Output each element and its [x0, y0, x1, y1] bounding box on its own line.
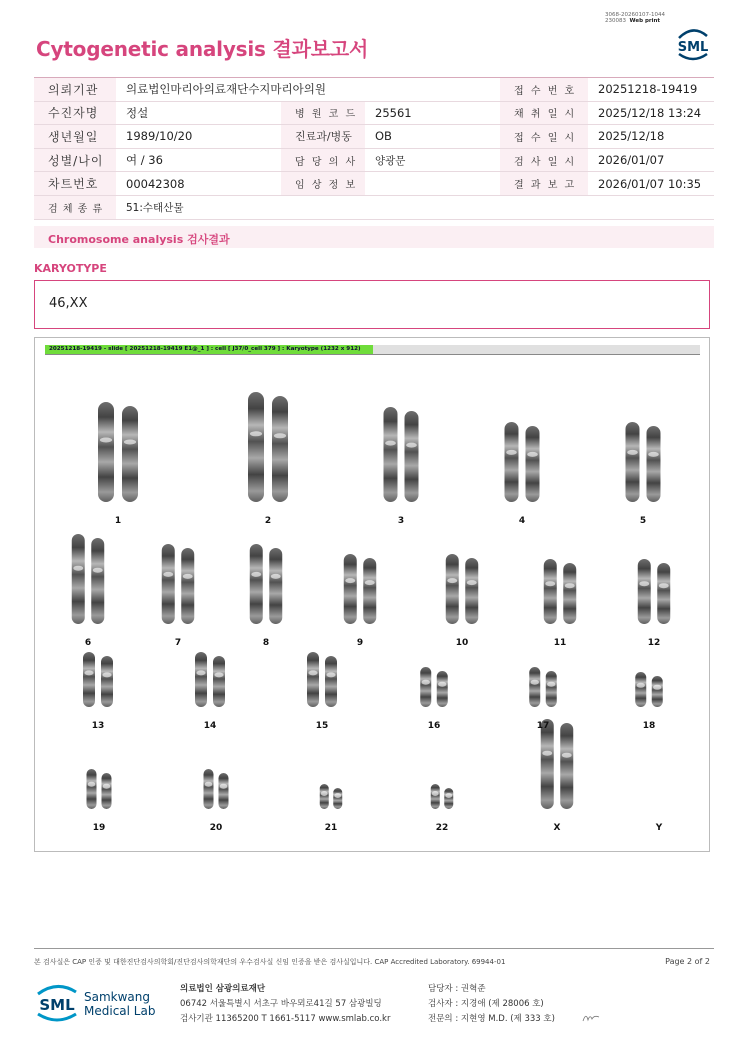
centromere-14-a [196, 670, 205, 675]
centromere-11-b [565, 583, 575, 588]
chromosome-16-a [420, 667, 431, 707]
chromosome-4-a [505, 422, 519, 502]
info-row [34, 101, 714, 125]
sml-logo-text-bottom: SML [39, 996, 75, 1014]
chromosome-3-b [405, 411, 419, 502]
chromosome-label-10: 10 [455, 638, 469, 648]
chromosome-4-b [526, 426, 540, 502]
centromere-X-a [542, 751, 552, 756]
chromosome-6-b [91, 538, 104, 624]
info-value: OB [365, 125, 500, 149]
centromere-9-a [345, 578, 355, 583]
karyogram-chromosomes [35, 356, 709, 851]
centromere-17-b [547, 682, 555, 687]
info-value: 정설 [116, 101, 281, 125]
sml-logo-text: SML [677, 40, 709, 55]
info-label: 접 수 번 호 [500, 78, 588, 102]
centromere-21-b [334, 793, 341, 798]
page-number: Page 2 of 2 [665, 957, 710, 966]
report-title: Cytogenetic analysis 결과보고서 [36, 37, 369, 61]
chromosome-19-a [87, 769, 97, 809]
info-row [34, 195, 714, 219]
chromosome-label-11: 11 [553, 638, 567, 648]
centromere-12-b [659, 583, 669, 588]
chromosome-14-a [195, 652, 207, 707]
centromere-20-a [205, 782, 213, 787]
org-name: 의료법인 삼광의료재단 [180, 984, 266, 994]
centromere-8-b [271, 574, 281, 579]
centromere-2-b [274, 433, 286, 438]
chromosome-13-b [101, 656, 113, 707]
karyogram-caption: 20251218-19419 - slide [ 20251218-19419 E1@_1 ] : cell [ J37/0_cell 379 ] : Karyotype (1232 x 912) [45, 345, 373, 354]
info-value: 여 / 36 [116, 148, 281, 172]
centromere-16-b [438, 682, 446, 687]
centromere-3-a [385, 441, 396, 446]
chromosome-label-15: 15 [315, 721, 329, 731]
chromosome-21-a [320, 784, 329, 809]
centromere-1-b [124, 440, 136, 445]
chromosome-label-21: 21 [324, 823, 338, 833]
chromosome-12-a [638, 559, 651, 624]
chromosome-6-a [72, 534, 85, 624]
chromosome-label-16: 16 [427, 721, 441, 731]
certification-text: 본 검사실은 CAP 인증 및 대한진단검사의학회/진단검사의학재단의 우수검사실 신임 인증을 받은 검사실입니다. CAP Accredited Laboratory. 69944-01 [34, 958, 506, 966]
info-label: 생년월일 [34, 125, 116, 149]
centromere-13-b [102, 672, 111, 677]
chromosome-1-b [122, 406, 138, 502]
info-row [34, 78, 714, 102]
centromere-13-a [84, 670, 93, 675]
info-label: 임 상 정 보 [281, 172, 365, 196]
info-label: 접 수 일 시 [500, 125, 588, 149]
chromosome-label-17: 17 [536, 721, 550, 731]
chromosome-11-a [544, 559, 557, 624]
chromosome-label-6: 6 [84, 638, 92, 648]
samkwang-logo [36, 980, 156, 1024]
centromere-19-a [88, 782, 96, 787]
info-value: 2025/12/18 13:24 [588, 101, 714, 125]
info-label: 검 체 종 류 [34, 195, 116, 219]
centromere-8-a [251, 572, 261, 577]
chromosome-12-b [657, 563, 670, 624]
chromosome-label-4: 4 [518, 516, 526, 526]
chromosome-19-b [102, 773, 112, 809]
report-code-line2: 230083 [605, 18, 626, 24]
chromosome-X-b [560, 723, 573, 809]
centromere-15-a [308, 670, 317, 675]
chromosome-2-a [248, 392, 264, 502]
signature-icon [582, 1011, 600, 1023]
staff-specialist: 전문의 : 지현영 M.D. (제 333 호) [428, 1014, 555, 1024]
centromere-12-a [639, 581, 649, 586]
report-code [605, 12, 665, 24]
footer-divider [34, 948, 714, 949]
centromere-15-b [326, 672, 335, 677]
info-value: 1989/10/20 [116, 125, 281, 149]
chromosome-10-b [465, 558, 478, 624]
centromere-3-b [406, 443, 417, 448]
web-print-label: Web print [629, 18, 661, 24]
chromosome-18-b [652, 676, 663, 707]
karyogram-header [45, 345, 700, 355]
info-value: 의료법인마리아의료재단수지마리아의원 [116, 78, 500, 102]
chromosome-8-b [269, 548, 282, 624]
chromosome-3-a [384, 407, 398, 502]
centromere-10-b [467, 580, 477, 585]
section-header [34, 226, 714, 248]
info-label: 결 과 보 고 [500, 172, 588, 196]
chromosome-label-14: 14 [203, 721, 217, 731]
chromosome-7-a [162, 544, 175, 624]
chromosome-20-b [219, 773, 229, 809]
info-value: 2025/12/18 [588, 125, 714, 149]
chromosome-10-a [446, 554, 459, 624]
centromere-11-a [545, 581, 555, 586]
chromosome-label-20: 20 [209, 823, 223, 833]
info-value: 2026/01/07 [588, 148, 714, 172]
chromosome-13-a [83, 652, 95, 707]
info-row [34, 172, 714, 196]
centromere-6-a [73, 566, 83, 571]
centromere-20-b [220, 784, 228, 789]
chromosome-14-b [213, 656, 225, 707]
lab-name-line1: Samkwang [84, 990, 150, 1004]
chromosome-label-X: X [553, 823, 561, 833]
chromosome-17-a [529, 667, 540, 707]
centromere-17-a [531, 680, 539, 685]
centromere-9-b [365, 580, 375, 585]
chromosome-label-7: 7 [174, 638, 182, 648]
karyotype-result-box [34, 280, 710, 329]
chromosome-22-a [431, 784, 440, 809]
info-label: 담 당 의 사 [281, 148, 365, 172]
sml-logo-icon [673, 24, 713, 64]
centromere-4-a [506, 450, 517, 455]
info-value: 00042308 [116, 172, 281, 196]
chromosome-label-22: 22 [435, 823, 449, 833]
info-value: 양광문 [365, 148, 500, 172]
info-label: 수진자명 [34, 101, 116, 125]
chromosome-X-a [541, 719, 554, 809]
centromere-22-b [445, 793, 452, 798]
centromere-14-b [214, 672, 223, 677]
chromosome-15-b [325, 656, 337, 707]
info-row [34, 148, 714, 172]
org-address: 06742 서울특별시 서초구 바우뫼로41길 57 삼광빌딩 [180, 999, 382, 1009]
chromosome-label-19: 19 [92, 823, 106, 833]
centromere-5-b [648, 452, 659, 457]
chromosome-20-a [204, 769, 214, 809]
centromere-1-a [100, 438, 112, 443]
staff-tester: 검사자 : 지경애 (제 28006 호) [428, 999, 544, 1009]
info-value: 20251218-19419 [588, 78, 714, 102]
chromosome-2-b [272, 396, 288, 502]
chromosome-label-3: 3 [397, 516, 405, 526]
centromere-7-b [183, 574, 193, 579]
chromosome-5-b [647, 426, 661, 502]
info-value: 25561 [365, 101, 500, 125]
info-label: 의뢰기관 [34, 78, 116, 102]
info-label: 차트번호 [34, 172, 116, 196]
chromosome-label-8: 8 [262, 638, 270, 648]
centromere-7-a [163, 572, 173, 577]
chromosome-label-5: 5 [639, 516, 647, 526]
centromere-4-b [527, 452, 538, 457]
info-label: 성별/나이 [34, 148, 116, 172]
centromere-18-b [653, 685, 661, 690]
chromosome-label-9: 9 [356, 638, 364, 648]
org-contact: 검사기관 11365200 T 1661-5117 www.smlab.co.kr [180, 1014, 391, 1024]
report-code-line1: 3068-20260107-1044 [605, 12, 665, 18]
chromosome-16-b [437, 671, 448, 707]
karyotype-label: KARYOTYPE [34, 262, 107, 275]
chromosome-9-a [344, 554, 357, 624]
lab-name-line2: Medical Lab [84, 1004, 156, 1018]
info-label: 검 사 일 시 [500, 148, 588, 172]
chromosome-8-a [250, 544, 263, 624]
centromere-2-a [250, 431, 262, 436]
karyotype-value: 46,XX [49, 296, 88, 311]
info-label: 진료과/병동 [281, 125, 365, 149]
info-value [365, 172, 500, 196]
centromere-5-a [627, 450, 638, 455]
chromosome-18-a [635, 672, 646, 707]
centromere-6-b [93, 568, 103, 573]
chromosome-21-b [333, 788, 342, 809]
chromosome-label-2: 2 [264, 516, 272, 526]
chromosome-label-1: 1 [114, 516, 122, 526]
karyogram-image [34, 337, 710, 852]
chromosome-5-a [626, 422, 640, 502]
sml-swoosh-icon [36, 980, 78, 1024]
info-row [34, 125, 714, 149]
chromosome-label-18: 18 [642, 721, 656, 731]
chromosome-11-b [563, 563, 576, 624]
centromere-10-a [447, 578, 457, 583]
centromere-X-b [562, 753, 572, 758]
info-value: 2026/01/07 10:35 [588, 172, 714, 196]
chromosome-label-12: 12 [647, 638, 661, 648]
chromosome-label-Y: Y [655, 823, 663, 833]
centromere-22-a [432, 791, 439, 796]
info-value: 51:수태산물 [116, 195, 714, 219]
info-label: 채 취 일 시 [500, 101, 588, 125]
staff-manager: 담당자 : 권혁준 [428, 984, 486, 994]
info-label: 병 원 코 드 [281, 101, 365, 125]
organization-info [180, 982, 390, 1027]
chromosome-1-a [98, 402, 114, 502]
chromosome-label-13: 13 [91, 721, 105, 731]
section-title: Chromosome analysis 검사결과 [48, 233, 230, 246]
centromere-21-a [321, 791, 328, 796]
centromere-16-a [422, 680, 430, 685]
chromosome-17-b [546, 671, 557, 707]
chromosome-22-b [444, 788, 453, 809]
centromere-18-a [637, 683, 645, 688]
staff-info [428, 982, 555, 1027]
chromosome-7-b [181, 548, 194, 624]
chromosome-9-b [363, 558, 376, 624]
chromosome-15-a [307, 652, 319, 707]
patient-info-table [34, 77, 714, 220]
centromere-19-b [103, 784, 111, 789]
